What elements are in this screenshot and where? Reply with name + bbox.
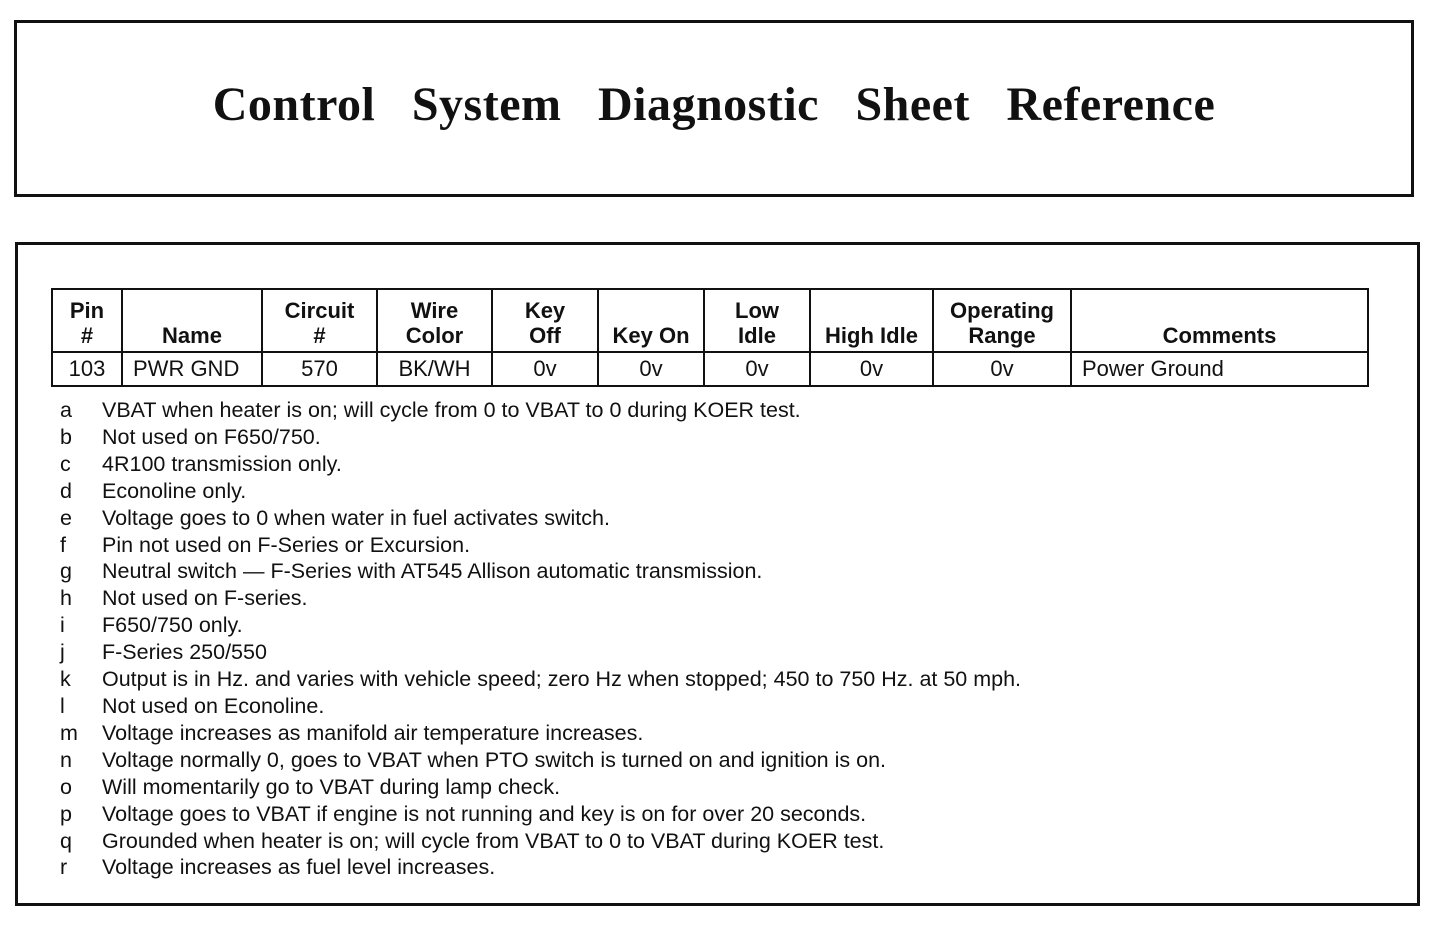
- column-header-line1: Key: [524, 298, 566, 323]
- footnote-item: [60, 451, 1021, 478]
- column-header-line1: Operating: [950, 298, 1054, 323]
- footnote-key: f: [60, 532, 66, 557]
- footnote-text: Voltage normally 0, goes to VBAT when PTO switch is turned on and ignition is on.: [102, 747, 886, 772]
- footnote-text: F-Series 250/550: [102, 640, 267, 665]
- footnote-key: d: [60, 478, 72, 503]
- column-header-line1: [815, 298, 928, 323]
- footnote-text: Output is in Hz. and varies with vehicle speed; zero Hz when stopped; 450 to 750 Hz. at 50 mph.: [102, 667, 1022, 692]
- footnote-text: Pin not used on F-Series or Excursion.: [102, 532, 471, 557]
- footnote-item: [60, 612, 1021, 639]
- footnote-key: p: [60, 801, 72, 826]
- footnote-item: [60, 693, 1021, 720]
- column-header-key-on: [598, 289, 704, 352]
- column-header-line2: #: [313, 323, 326, 348]
- column-header-line1: [1076, 298, 1363, 323]
- column-header-line2: Name: [162, 323, 222, 348]
- footnote-item: [60, 478, 1021, 505]
- column-header-wire-color: [377, 289, 492, 352]
- footnote-key: j: [60, 640, 65, 665]
- diagnostic-panel: [15, 242, 1420, 906]
- high-idle-cell: 0v: [810, 352, 933, 386]
- column-header-high-idle: [810, 289, 933, 352]
- pin-cell: 103: [52, 352, 122, 386]
- column-header-line2: Comments: [1162, 323, 1277, 348]
- column-header-comments: [1071, 289, 1368, 352]
- footnote-item: [60, 720, 1021, 747]
- footnote-item: [60, 854, 1021, 881]
- column-header-low-idle: [704, 289, 810, 352]
- footnote-text: Not used on F-series.: [102, 586, 308, 611]
- table-header-row: [52, 289, 1368, 352]
- title-box: [14, 20, 1414, 197]
- footnote-key: i: [60, 613, 65, 638]
- footnote-item: [60, 639, 1021, 666]
- footnote-key: n: [60, 747, 72, 772]
- column-header-line2: High Idle: [825, 323, 918, 348]
- footnote-key: q: [60, 828, 72, 853]
- column-header-line2: Off: [529, 323, 561, 348]
- column-header-line1: [127, 298, 257, 323]
- footnote-item: [60, 397, 1021, 424]
- footnote-key: g: [60, 559, 72, 584]
- diagnostic-table: [51, 288, 1369, 387]
- column-header-line2: Key On: [612, 323, 690, 348]
- footnote-item: [60, 774, 1021, 801]
- footnote-text: Not used on F650/750.: [102, 424, 321, 449]
- footnote-key: r: [60, 855, 68, 880]
- column-header-line1: [603, 298, 699, 323]
- circuit-cell: 570: [262, 352, 377, 386]
- footnote-text: Neutral switch — F-Series with AT545 Allison automatic transmission.: [102, 559, 763, 584]
- footnote-text: F650/750 only.: [102, 613, 243, 638]
- footnote-item: [60, 424, 1021, 451]
- footnotes-list: [60, 397, 1021, 881]
- footnote-key: a: [60, 398, 72, 422]
- footnote-text: 4R100 transmission only.: [102, 451, 342, 476]
- footnote-text: Will momentarily go to VBAT during lamp check.: [102, 774, 561, 799]
- footnote-item: [60, 747, 1021, 774]
- name-cell: PWR GND: [122, 352, 262, 386]
- column-header-pin: [52, 289, 122, 352]
- footnote-item: [60, 828, 1021, 855]
- footnote-item: [60, 558, 1021, 585]
- footnote-item: [60, 666, 1021, 693]
- footnote-key: o: [60, 774, 72, 799]
- column-header-line2: Color: [405, 323, 464, 348]
- column-header-line2: Range: [968, 323, 1036, 348]
- footnote-key: l: [60, 693, 65, 718]
- column-header-line2: Idle: [738, 323, 776, 348]
- footnote-key: k: [60, 667, 71, 692]
- footnote-text: VBAT when heater is on; will cycle from 0 to VBAT to 0 during KOER test.: [102, 398, 801, 422]
- footnote-text: Voltage increases as manifold air temperature increases.: [102, 720, 644, 745]
- column-header-circuit: [262, 289, 377, 352]
- table-row: [52, 352, 1368, 386]
- column-header-line2: #: [80, 323, 94, 348]
- page-title: Control System Diagnostic Sheet Reference: [212, 78, 1216, 131]
- footnote-item: [60, 532, 1021, 559]
- column-header-line1: Circuit: [284, 298, 355, 323]
- column-header-operating-range: [933, 289, 1071, 352]
- footnote-text: Voltage goes to 0 when water in fuel activates switch.: [102, 505, 610, 530]
- footnote-key: h: [60, 586, 72, 611]
- column-header-line1: Low: [735, 298, 779, 323]
- key-off-cell: 0v: [492, 352, 598, 386]
- footnote-text: Grounded when heater is on; will cycle from VBAT to 0 to VBAT during KOER test.: [102, 828, 885, 853]
- comments-cell: Power Ground: [1071, 352, 1368, 386]
- footnote-text: Voltage goes to VBAT if engine is not running and key is on for over 20 seconds.: [102, 801, 867, 826]
- footnote-key: c: [60, 451, 71, 476]
- low-idle-cell: 0v: [704, 352, 810, 386]
- operating-range-cell: 0v: [933, 352, 1071, 386]
- footnote-key: e: [60, 505, 72, 530]
- key-on-cell: 0v: [598, 352, 704, 386]
- footnote-item: [60, 585, 1021, 612]
- footnote-text: Voltage increases as fuel level increases.: [102, 855, 496, 880]
- wire-color-cell: BK/WH: [377, 352, 492, 386]
- footnote-key: m: [60, 720, 78, 745]
- column-header-key-off: [492, 289, 598, 352]
- column-header-line1: Wire: [410, 298, 459, 323]
- footnote-item: [60, 801, 1021, 828]
- footnote-text: Econoline only.: [102, 478, 247, 503]
- column-header-name: [122, 289, 262, 352]
- footnote-text: Not used on Econoline.: [102, 693, 325, 718]
- column-header-line1: Pin: [69, 298, 105, 323]
- footnote-item: [60, 505, 1021, 532]
- footnote-key: b: [60, 424, 72, 449]
